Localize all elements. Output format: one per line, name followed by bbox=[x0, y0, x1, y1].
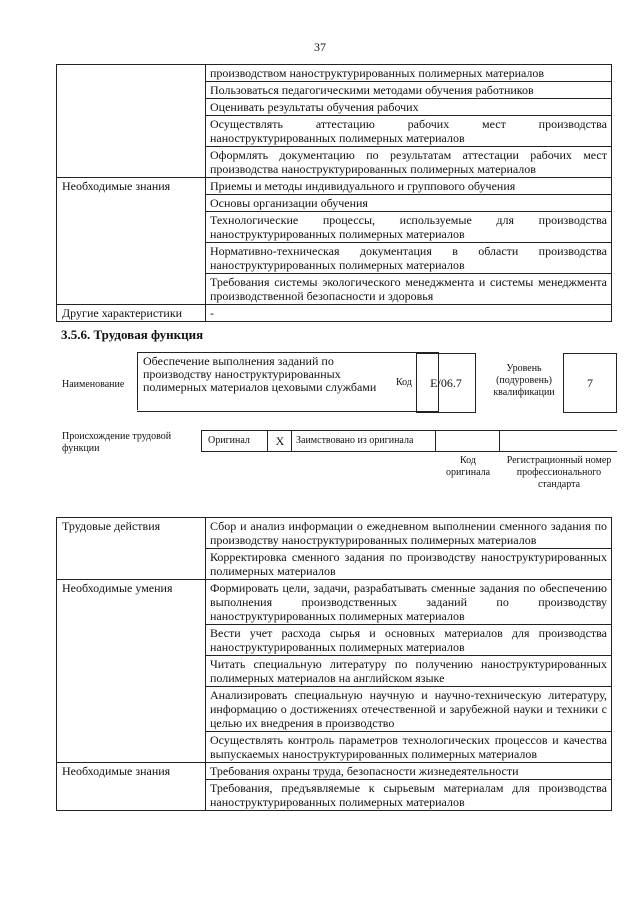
origin-row bbox=[201, 430, 616, 452]
row-content: Технологические процессы, используемые для производства наноструктурированных полимерных материалов bbox=[206, 212, 612, 243]
row-content: - bbox=[206, 305, 612, 322]
row-label: Необходимые знания bbox=[57, 763, 206, 811]
row-label: Трудовые действия bbox=[57, 518, 206, 580]
table-row bbox=[57, 305, 612, 322]
table-row bbox=[57, 580, 612, 625]
origin-label: Происхождение трудовой функции bbox=[62, 431, 172, 454]
origin-code-cell bbox=[435, 430, 500, 452]
row-content: Анализировать специальную научную и научно-техническую литературу, информацию о достижениях отечественной и зарубежной науки и техники с целью их внедрения в производство bbox=[206, 687, 612, 732]
row-content: Корректировка сменного задания по производству наноструктурированных полимерных материалов bbox=[206, 549, 612, 580]
origin-original: Оригинал bbox=[201, 430, 268, 452]
table-row bbox=[57, 65, 612, 82]
row-label: Другие характеристики bbox=[57, 305, 206, 322]
table-row bbox=[57, 178, 612, 195]
function-name-row bbox=[56, 352, 616, 412]
row-content: Сбор и анализ информации о ежедневном выполнении сменного задания по производству наноструктурированных полимерных материалов bbox=[206, 518, 612, 549]
row-content: Требования, предъявляемые к сырьевым материалам для производства наноструктурированных полимерных материалов bbox=[206, 780, 612, 811]
row-content: Оценивать результаты обучения рабочих bbox=[206, 99, 612, 116]
row-content: Оформлять документацию по результатам аттестации рабочих мест производства наноструктурированных полимерных материалов bbox=[206, 147, 612, 178]
table-row bbox=[57, 763, 612, 780]
level-value: 7 bbox=[563, 353, 617, 413]
name-value: Обеспечение выполнения заданий по производству наноструктурированных полимерных материалов цеховыми службами bbox=[143, 354, 377, 394]
row-content: Формировать цели, задачи, разрабатывать сменные задания по обеспечению выполнения производственных заданий по производству наноструктурированных полимерных материалов bbox=[206, 580, 612, 625]
row-content: Приемы и методы индивидуального и группового обучения bbox=[206, 178, 612, 195]
name-box bbox=[137, 352, 439, 412]
row-content: Основы организации обучения bbox=[206, 195, 612, 212]
table-continued-requirements bbox=[56, 64, 612, 322]
table-row bbox=[57, 518, 612, 549]
row-content: Осуществлять контроль параметров технологических процессов и качества выпускаемых наноструктурированных полимерных материалов bbox=[206, 732, 612, 763]
section-title: 3.5.6. Трудовая функция bbox=[61, 327, 204, 342]
row-content: Читать специальную литературу по получению наноструктурированных полимерных материалов на английском языке bbox=[206, 656, 612, 687]
row-content: производством наноструктурированных полимерных материалов bbox=[206, 65, 612, 82]
row-label bbox=[57, 65, 206, 178]
origin-mark: X bbox=[267, 430, 292, 452]
row-content: Вести учет расхода сырья и основных материалов для производства наноструктурированных полимерных материалов bbox=[206, 625, 612, 656]
origin-borrowed: Заимствовано из оригинала bbox=[291, 430, 436, 452]
reg-number-label: Регистрационный номер профессионального стандарта bbox=[506, 455, 612, 490]
origin-reg-cell bbox=[499, 430, 617, 452]
name-label: Наименование bbox=[62, 379, 125, 390]
row-content: Осуществлять аттестацию рабочих мест производства наноструктурированных полимерных материалов bbox=[206, 116, 612, 147]
row-content: Требования системы экологического менеджмента и системы менеджмента производственной безопасности и здоровья bbox=[206, 274, 612, 305]
code-label: Код bbox=[396, 377, 412, 388]
table-function-details bbox=[56, 517, 612, 811]
row-content: Требования охраны труда, безопасности жизнедеятельности bbox=[206, 763, 612, 780]
row-label: Необходимые знания bbox=[57, 178, 206, 305]
code-value: E/06.7 bbox=[416, 353, 476, 413]
code-original-label: Код оригинала bbox=[445, 455, 491, 478]
row-label: Необходимые умения bbox=[57, 580, 206, 763]
level-label: Уровень (подуровень) квалификации bbox=[493, 363, 555, 398]
page-number: 37 bbox=[314, 40, 326, 54]
row-content: Пользоваться педагогическими методами обучения работников bbox=[206, 82, 612, 99]
row-content: Нормативно-техническая документация в области производства наноструктурированных полимерных материалов bbox=[206, 243, 612, 274]
